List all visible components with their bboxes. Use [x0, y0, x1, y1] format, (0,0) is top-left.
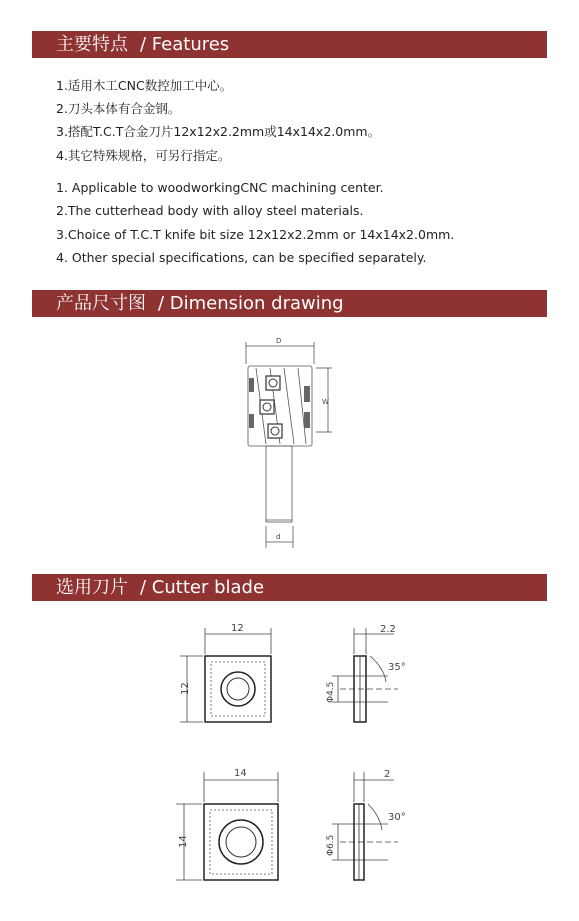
feature-cn-1: 1.适用木工CNC数控加工中心。 — [56, 78, 233, 93]
blade-12-side-view — [318, 620, 408, 730]
dim-label-W: W — [322, 398, 329, 406]
feature-en-1: 1. Applicable to woodworkingCNC machining center. — [56, 180, 384, 195]
blade-14-front-view — [170, 764, 285, 889]
blade-14-angle-label: 30° — [388, 812, 406, 823]
dimension-banner — [32, 290, 547, 317]
cutter-blade-banner — [32, 574, 547, 601]
cutter-blade-title-en: / Cutter blade — [140, 577, 265, 598]
features-title-en: / Features — [140, 34, 230, 55]
blade-12-width-label: 12 — [231, 623, 244, 634]
feature-cn-2: 2.刀头本体有合金钢。 — [56, 101, 181, 116]
feature-cn-4: 4.其它特殊规格，可另行指定。 — [56, 148, 231, 163]
feature-en-4: 4. Other special specifications, can be specified separately. — [56, 250, 427, 265]
blade-14-hole-label: Φ6.5 — [326, 834, 336, 856]
blade-14-width-label: 14 — [234, 768, 247, 779]
feature-en-2: 2.The cutterhead body with alloy steel materials. — [56, 203, 364, 218]
blade-12-height-label: 12 — [180, 682, 191, 695]
cutter-blade-title-cn: 选用刀片 — [56, 577, 128, 598]
features-banner — [32, 31, 547, 58]
blade-14-thickness-label: 2 — [384, 769, 391, 780]
feature-en-3: 3.Choice of T.C.T knife bit size 12x12x2.2mm or 14x14x2.0mm. — [56, 227, 455, 242]
dimension-title-en: / Dimension drawing — [158, 293, 344, 314]
blade-12-hole-label: Φ4.5 — [326, 681, 336, 703]
features-title-cn: 主要特点 — [56, 34, 128, 55]
dim-label-D: D — [276, 337, 282, 345]
blade-12-thickness-label: 2.2 — [380, 624, 396, 635]
cutterhead-drawing — [236, 334, 336, 550]
dimension-title-cn: 产品尺寸图 — [56, 293, 146, 314]
blade-12-front-view — [175, 620, 285, 730]
blade-14-side-view — [318, 764, 408, 889]
dim-label-d: d — [276, 533, 281, 541]
blade-14-height-label: 14 — [178, 835, 189, 848]
feature-cn-3: 3.搭配T.C.T合金刀片12x12x2.2mm或14x14x2.0mm。 — [56, 124, 381, 139]
blade-12-angle-label: 35° — [388, 662, 406, 673]
